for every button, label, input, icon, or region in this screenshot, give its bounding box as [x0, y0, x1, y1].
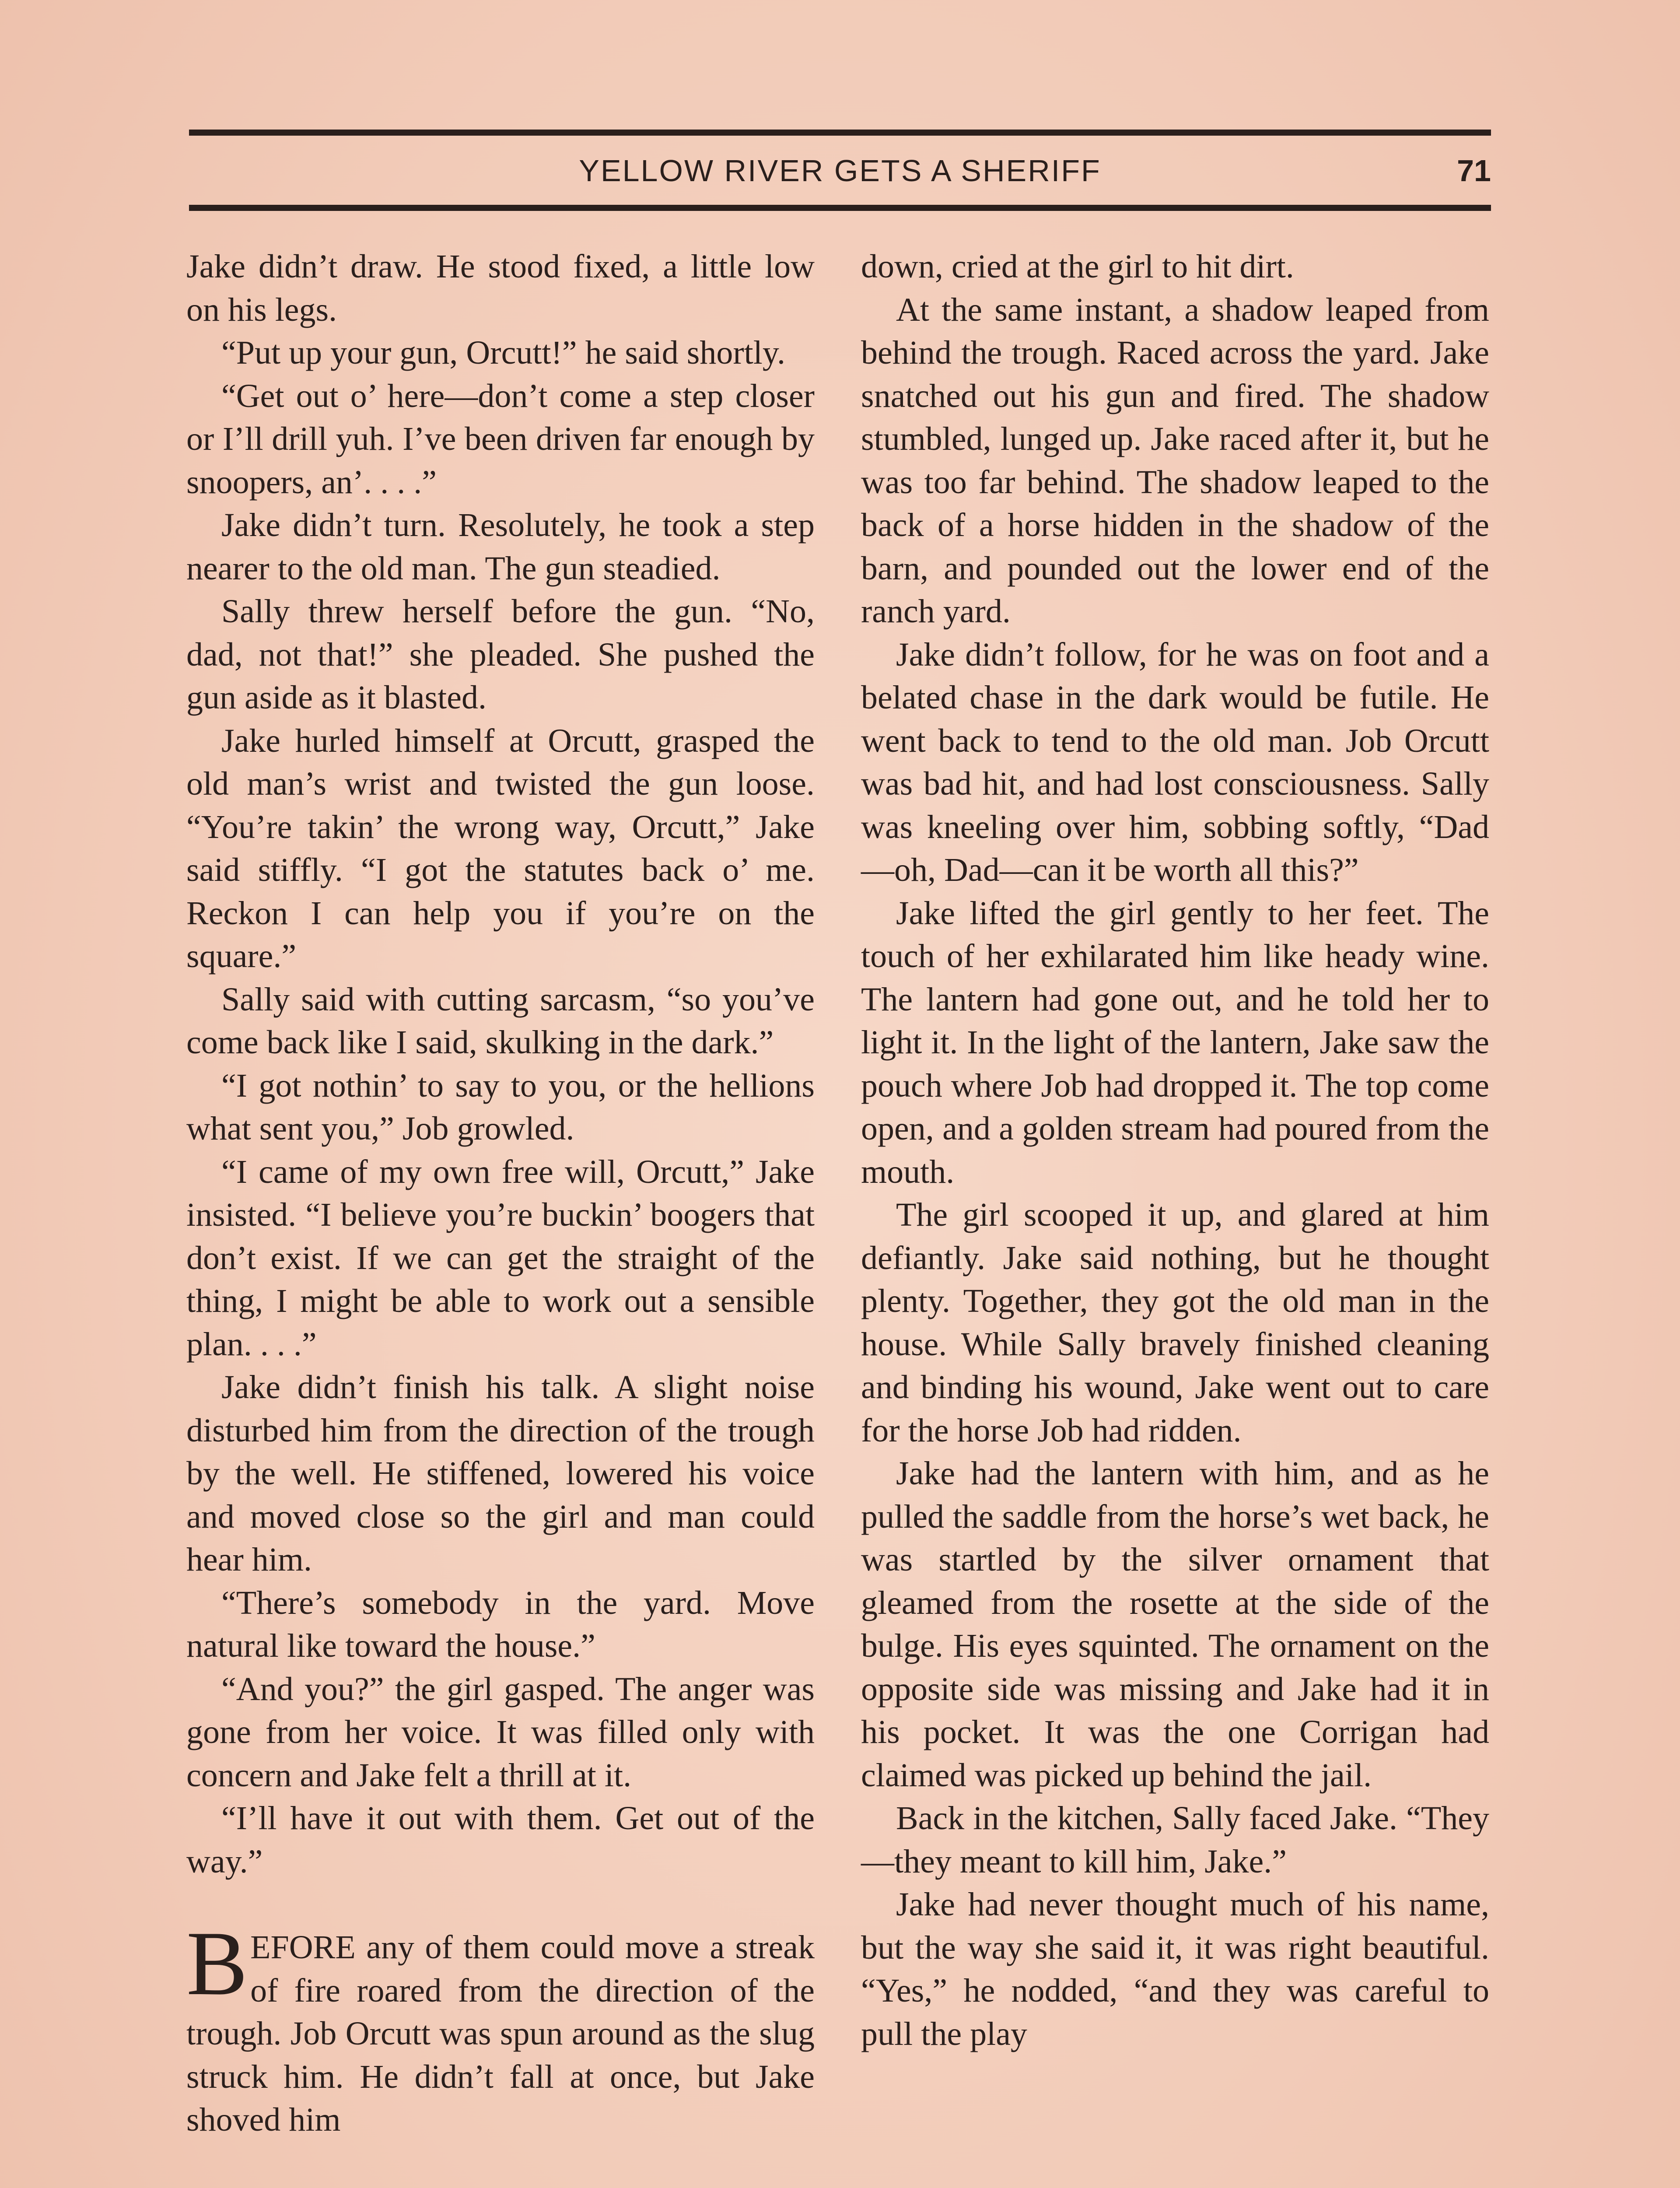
paragraph: Jake didn’t draw. He stood fixed, a little low on his legs. [186, 248, 815, 328]
paragraph: The girl scooped it up, and glared at him defiantly. Jake said nothing, but he thought plenty. Together, they got the old man in the house. While Sally bravely finished cleaning and binding his wound, Jake went out to care for the horse Job had ridden. [861, 1196, 1489, 1449]
paragraph: Jake didn’t follow, for he was on foot and a belated chase in the dark would be futile. He went back to tend to the old man. Job Orcutt was bad hit, and had lost consciousness. Sally was kneeling over him, sobbing softly, “Dad —oh, Dad—can it be worth all this?” [861, 636, 1489, 888]
paragraph: Jake had the lantern with him, and as he pulled the saddle from the horse’s wet back, he was startled by the silver ornament that gleamed from the rosette at the side of the bulge. His eyes squinted. The ornament on the opposite side was missing and Jake had it in his pocket. It was the one Corrigan had claimed was picked up behind the jail. [861, 1455, 1489, 1794]
paragraph: “I came of my own free will, Orcutt,” Jake insisted. “I believe you’re buckin’ boogers that don’t exist. If we can get the straight of the thing, I might be able to work out a sensible plan. . . .” [186, 1153, 815, 1363]
paragraph: Sally said with cutting sarcasm, “so you’ve come back like I said, skulking in the dark.” [186, 981, 815, 1061]
paragraph: Jake didn’t finish his talk. A slight noise disturbed him from the direction of the trough by the well. He stiffened, lowered his voice and moved close so the girl and man could hear him. [186, 1369, 815, 1578]
paragraph: Jake lifted the girl gently to her feet. The touch of her exhilarated him like heady wine. The lantern had gone out, and he told her to light it. In the light of the lantern, Jake saw the pouch where Job had dropped it. The top come open, and a golden stream had poured from the mouth. [861, 894, 1489, 1190]
paragraph-continuation: down, cried at the girl to hit dirt. [861, 248, 1294, 285]
paragraph: “I’ll have it out with them. Get out of the way.” [186, 1800, 815, 1880]
paragraph: “Put up your gun, Orcutt!” he said shortly. [221, 334, 785, 371]
paragraph: Jake hurled himself at Orcutt, grasped the old man’s wrist and twisted the gun loose. “You’re takin’ the wrong way, Orcutt,” Jake said stiffly. “I got the statutes back o’ me. Reckon I can help you if you’re on the square.” [186, 722, 815, 975]
drop-cap: B [186, 1913, 248, 2014]
page-number: 71 [1457, 154, 1491, 188]
header-rule-top [189, 130, 1491, 136]
left-text-column [186, 245, 815, 2142]
paragraph: Back in the kitchen, Sally faced Jake. “They—they meant to kill him, Jake.” [861, 1800, 1489, 1880]
paragraph: “Get out o’ here—don’t come a step closer or I’ll drill yuh. I’ve been driven far enough by snoopers, an’. . . .” [186, 377, 815, 501]
header-rule-bottom [189, 205, 1491, 211]
paragraph: Jake didn’t turn. Resolutely, he took a step nearer to the old man. The gun steadied. [186, 507, 815, 587]
paragraph: “And you?” the girl gasped. The anger was gone from her voice. It was filled only with concern and Jake felt a thrill at it. [186, 1670, 815, 1794]
running-title: YELLOW RIVER GETS A SHERIFF [579, 154, 1101, 188]
paragraph: “I got nothin’ to say to you, or the hellions what sent you,” Job growled. [186, 1067, 815, 1147]
section-break-paragraph [186, 1913, 815, 2142]
paragraph: “There’s somebody in the yard. Move natural like toward the house.” [186, 1584, 815, 1664]
paragraph: Jake had never thought much of his name, but the way she said it, it was right beautiful. “Yes,” he nodded, “and they was careful to pull the play [861, 1886, 1489, 2052]
right-text-column [861, 245, 1489, 2055]
paragraph: Sally threw herself before the gun. “No, dad, not that!” she pleaded. She pushed the gun aside as it blasted. [186, 593, 815, 716]
section-break-text: EFORE any of them could move a streak of fire roared from the direction of the trough. Job Orcutt was spun around as the slug struck him. He didn’t fall at once, but Jake shoved him [186, 1929, 815, 2138]
paragraph: At the same instant, a shadow leaped from behind the trough. Raced across the yard. Jake snatched out his gun and fired. The shadow stumbled, lunged up. Jake raced after it, but he was too far behind. The shadow leaped to the back of a horse hidden in the shadow of the barn, and pounded out the lower end of the ranch yard. [861, 291, 1489, 630]
